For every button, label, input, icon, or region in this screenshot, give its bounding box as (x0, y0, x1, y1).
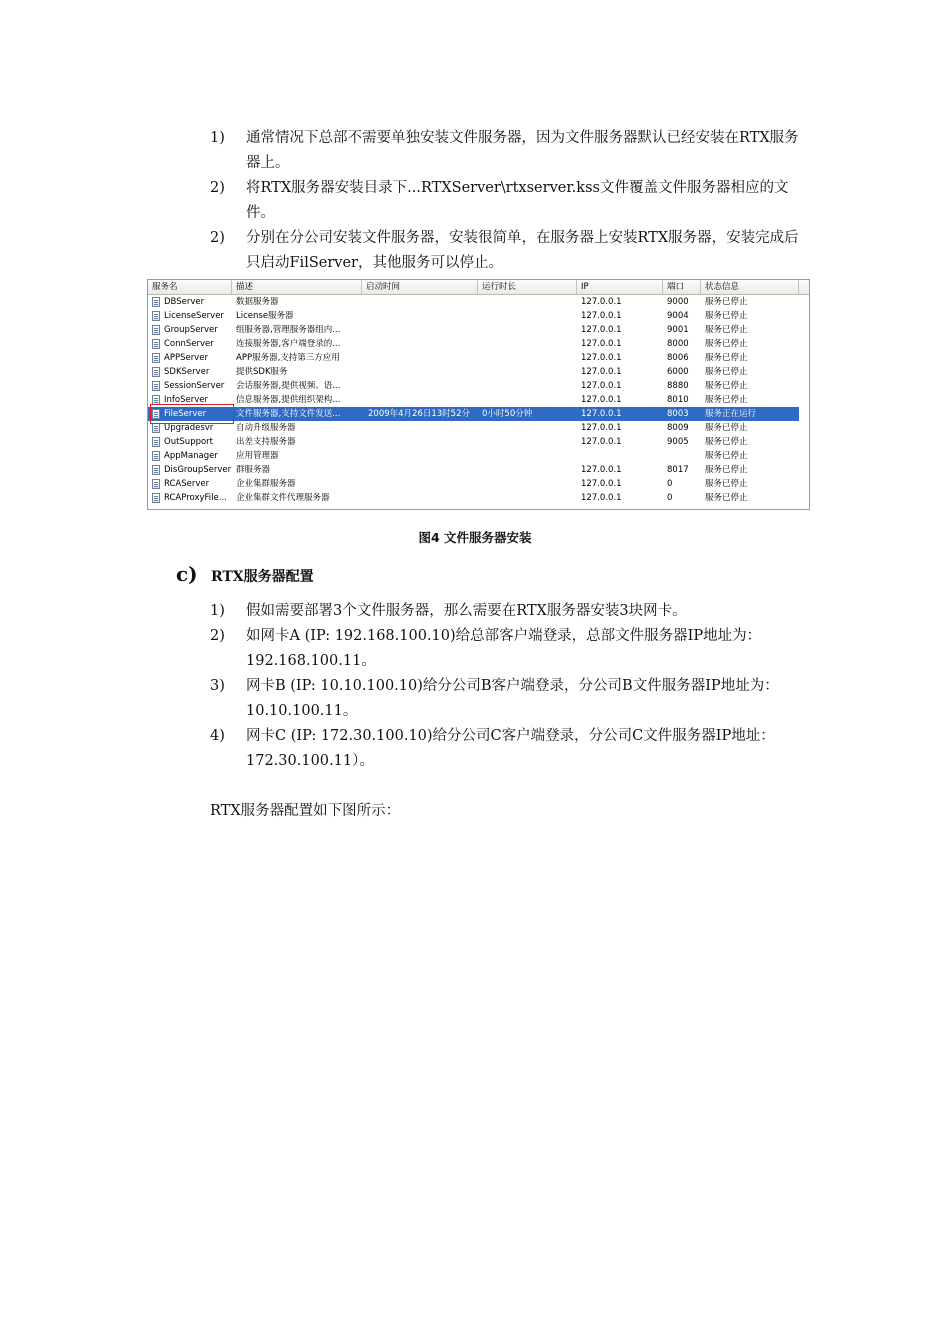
cell-port: 0 (667, 493, 673, 503)
cell-description: 提供SDK服务 (236, 367, 288, 377)
cell-ip (581, 449, 661, 463)
list-item (210, 126, 810, 176)
service-icon (152, 367, 160, 377)
list-item (210, 176, 810, 226)
list-text: 分别在分公司安装文件服务器，安装很简单，在服务器上安装RTX服务器，安装完成后只启动FilServer，其他服务可以停止。 (246, 230, 799, 271)
service-icon (152, 437, 160, 447)
cell-duration (482, 491, 576, 505)
cell-duration: 0小时50分钟 (482, 409, 533, 419)
list-number: 2) (210, 230, 225, 246)
cell-description: 信息服务器,提供组织架构... (236, 395, 341, 405)
list-item (210, 226, 810, 276)
cell-port: 8017 (667, 465, 689, 475)
cell-start-time (368, 337, 476, 351)
cell-ip: 127.0.0.1 (581, 409, 622, 419)
cell-duration (482, 379, 576, 393)
header-status[interactable]: 状态信息 (701, 280, 799, 294)
list-text: 将RTX服务器安装目录下...RTXServer\rtxserver.kss文件覆盖文件服务器相应的文件。 (246, 180, 789, 221)
cell-description: 数据服务器 (236, 297, 279, 307)
cell-description: 组服务器,管理服务器组内... (236, 325, 341, 335)
list-number: 3) (210, 678, 225, 694)
list-number: 1) (210, 130, 225, 146)
cell-start-time (368, 309, 476, 323)
cell-service-name: GroupServer (164, 325, 218, 335)
table-row[interactable] (148, 337, 799, 351)
cell-service-name: RCAProxyFile... (164, 493, 227, 503)
list-item (210, 624, 810, 674)
cell-description: 文件服务器,支持文件发送... (236, 409, 341, 419)
cell-duration (482, 477, 576, 491)
cell-status: 服务已停止 (705, 353, 748, 363)
header-service-name[interactable]: 服务名 (148, 280, 232, 294)
cell-duration (482, 421, 576, 435)
cell-service-name: APPServer (164, 353, 208, 363)
cell-description: 群服务器 (236, 465, 271, 475)
cell-port: 9000 (667, 297, 689, 307)
cell-port: 6000 (667, 367, 689, 377)
list-number: 1) (210, 603, 225, 619)
cell-status: 服务已停止 (705, 437, 748, 447)
service-icon (152, 311, 160, 321)
cell-service-name: DBServer (164, 297, 205, 307)
cell-status: 服务已停止 (705, 395, 748, 405)
cell-service-name: ConnServer (164, 339, 214, 349)
table-row[interactable] (148, 379, 799, 393)
table-row[interactable] (148, 351, 799, 365)
table-row[interactable] (148, 477, 799, 491)
service-icon (152, 451, 160, 461)
section-title: RTX服务器配置 (211, 569, 314, 585)
header-description[interactable]: 描述 (232, 280, 362, 294)
service-icon (152, 479, 160, 489)
list-number: 2) (210, 180, 225, 196)
table-row[interactable] (148, 295, 799, 309)
cell-duration (482, 449, 576, 463)
cell-description: 企业集群文件代理服务器 (236, 493, 330, 503)
cell-description: 会话服务器,提供视频、语... (236, 381, 341, 391)
service-icon (152, 325, 160, 335)
cell-description: License服务器 (236, 311, 294, 321)
highlight-box (150, 404, 234, 424)
table-row[interactable] (148, 393, 799, 407)
cell-status: 服务已停止 (705, 451, 748, 461)
cell-duration (482, 337, 576, 351)
service-icon (152, 339, 160, 349)
cell-description: 自动升级服务器 (236, 423, 296, 433)
cell-duration (482, 435, 576, 449)
section-letter: c) (176, 562, 198, 586)
config-list (210, 599, 810, 774)
table-row[interactable] (148, 491, 799, 505)
header-start-time[interactable]: 启动时间 (362, 280, 478, 294)
cell-service-name: SessionServer (164, 381, 225, 391)
cell-status: 服务已停止 (705, 339, 748, 349)
header-duration[interactable]: 运行时长 (478, 280, 577, 294)
cell-ip: 127.0.0.1 (581, 367, 622, 377)
service-table-screenshot (147, 279, 810, 510)
cell-duration (482, 365, 576, 379)
cell-port: 8000 (667, 339, 689, 349)
cell-ip: 127.0.0.1 (581, 325, 622, 335)
cell-status: 服务已停止 (705, 367, 748, 377)
cell-port: 8003 (667, 409, 689, 419)
cell-port: 8010 (667, 395, 689, 405)
cell-description: 出差支持服务器 (236, 437, 296, 447)
cell-ip: 127.0.0.1 (581, 423, 622, 433)
cell-ip: 127.0.0.1 (581, 311, 622, 321)
list-item (210, 599, 810, 624)
cell-service-name: OutSupport (164, 437, 214, 447)
cell-start-time: 2009年4月26日13时52分 (368, 409, 470, 419)
header-ip[interactable]: IP (577, 280, 663, 294)
list-text: 假如需要部署3个文件服务器，那么需要在RTX服务器安装3块网卡。 (246, 603, 687, 619)
cell-ip: 127.0.0.1 (581, 381, 622, 391)
table-row[interactable] (148, 365, 799, 379)
table-row[interactable] (148, 435, 799, 449)
cell-start-time (368, 351, 476, 365)
cell-ip: 127.0.0.1 (581, 465, 622, 475)
cell-service-name: InfoServer (164, 395, 208, 405)
cell-start-time (368, 477, 476, 491)
service-icon (152, 493, 160, 503)
service-icon (152, 381, 160, 391)
table-row[interactable] (148, 309, 799, 323)
cell-ip: 127.0.0.1 (581, 339, 622, 349)
cell-duration (482, 463, 576, 477)
figure-caption: 图4 文件服务器安装 (418, 530, 532, 545)
cell-start-time (368, 435, 476, 449)
table-body (148, 295, 809, 505)
cell-status: 服务已停止 (705, 423, 748, 433)
cell-ip: 127.0.0.1 (581, 353, 622, 363)
closing-paragraph: RTX服务器配置如下图所示： (210, 803, 401, 819)
cell-service-name: LicenseServer (164, 311, 224, 321)
table-row[interactable] (148, 449, 799, 463)
cell-ip: 127.0.0.1 (581, 297, 622, 307)
cell-service-name: Upgradesvr (164, 423, 214, 433)
cell-start-time (368, 393, 476, 407)
list-item (210, 674, 810, 724)
list-number: 4) (210, 728, 225, 744)
cell-start-time (368, 421, 476, 435)
cell-start-time (368, 365, 476, 379)
cell-port (667, 449, 701, 463)
cell-duration (482, 295, 576, 309)
cell-status: 服务正在运行 (705, 409, 757, 419)
cell-service-name: DisGroupServer (164, 465, 232, 475)
table-row[interactable] (148, 421, 799, 435)
cell-port: 8880 (667, 381, 689, 391)
list-number: 2) (210, 628, 225, 644)
table-row[interactable] (148, 463, 799, 477)
service-icon (152, 353, 160, 363)
service-icon (152, 465, 160, 475)
list-item (210, 724, 810, 774)
cell-port: 0 (667, 479, 673, 489)
cell-duration (482, 393, 576, 407)
list-text: 网卡B (IP: 10.10.100.10)给分公司B客户端登录，分公司B文件服务器IP地址为：10.10.100.11。 (246, 678, 779, 719)
cell-status: 服务已停止 (705, 311, 748, 321)
cell-duration (482, 323, 576, 337)
cell-service-name: AppManager (164, 451, 218, 461)
cell-status: 服务已停止 (705, 465, 748, 475)
cell-status: 服务已停止 (705, 479, 748, 489)
cell-port: 9004 (667, 311, 689, 321)
list-text: 如网卡A (IP: 192.168.100.10)给总部客户端登录，总部文件服务器IP地址为：192.168.100.11。 (246, 628, 762, 669)
cell-service-name: FileServer (164, 409, 207, 419)
cell-ip: 127.0.0.1 (581, 479, 622, 489)
header-port[interactable]: 端口 (663, 280, 701, 294)
intro-list (210, 126, 810, 276)
table-header (148, 280, 809, 295)
cell-start-time (368, 491, 476, 505)
cell-ip: 127.0.0.1 (581, 493, 622, 503)
cell-status: 服务已停止 (705, 381, 748, 391)
cell-description: APP服务器,支持第三方应用 (236, 353, 340, 363)
cell-start-time (368, 323, 476, 337)
service-icon (152, 297, 160, 307)
cell-description: 应用管理器 (236, 451, 279, 461)
cell-start-time (368, 463, 476, 477)
service-icon (152, 423, 160, 433)
cell-port: 8009 (667, 423, 689, 433)
cell-start-time (368, 449, 476, 463)
cell-port: 9005 (667, 437, 689, 447)
cell-start-time (368, 379, 476, 393)
cell-service-name: RCAServer (164, 479, 210, 489)
cell-duration (482, 309, 576, 323)
cell-service-name: SDKServer (164, 367, 210, 377)
cell-status: 服务已停止 (705, 325, 748, 335)
cell-ip: 127.0.0.1 (581, 395, 622, 405)
cell-status: 服务已停止 (705, 297, 748, 307)
list-text: 通常情况下总部不需要单独安装文件服务器，因为文件服务器默认已经安装在RTX服务器上。 (246, 130, 799, 171)
cell-duration (482, 351, 576, 365)
cell-description: 连接服务器,客户端登录的... (236, 339, 341, 349)
cell-port: 8006 (667, 353, 689, 363)
cell-port: 9001 (667, 325, 689, 335)
cell-ip: 127.0.0.1 (581, 437, 622, 447)
list-text: 网卡C (IP: 172.30.100.10)给分公司C客户端登录，分公司C文件服务器IP地址：172.30.100.11）。 (246, 728, 775, 769)
cell-status: 服务已停止 (705, 493, 748, 503)
cell-start-time (368, 295, 476, 309)
cell-description: 企业集群服务器 (236, 479, 296, 489)
table-row[interactable] (148, 407, 799, 421)
table-row[interactable] (148, 323, 799, 337)
